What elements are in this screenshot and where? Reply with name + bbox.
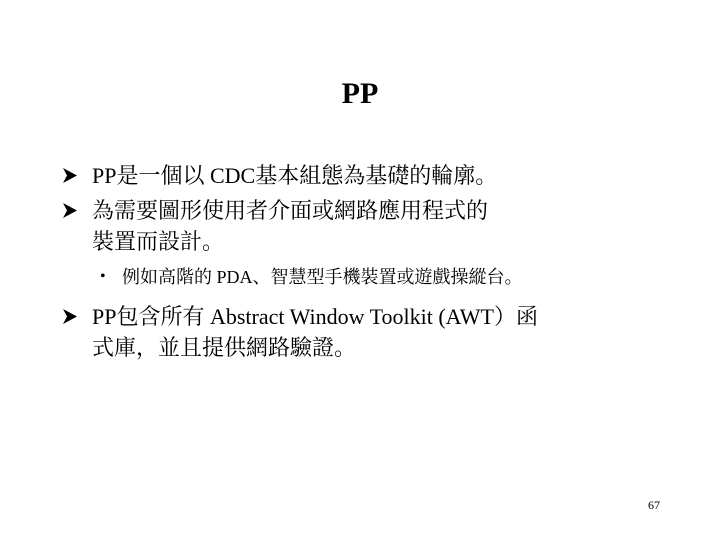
bullet-item — [60, 160, 680, 191]
slide-title: PP — [341, 77, 379, 110]
sub-bullet-text: 例如高階的 PDA、智慧型手機裝置或遊戲操縱台。 — [122, 267, 523, 287]
arrow-bullet-icon — [60, 301, 86, 340]
bullet-item — [60, 301, 680, 363]
bullet-text: 為需要圖形使用者介面或網路應用程式的 — [92, 198, 489, 223]
bullet-text: PP是一個以 CDC基本組態為基礎的輪廓。 — [92, 163, 498, 188]
sub-bullet-item — [60, 263, 680, 291]
arrow-bullet-icon — [60, 160, 86, 199]
bullet-text: 式庫，並且提供網路驗證。 — [92, 335, 357, 360]
dot-bullet-icon: • — [100, 268, 106, 285]
page-number: 67 — [648, 498, 660, 512]
bullet-text: 裝置而設計。 — [92, 229, 225, 254]
arrow-bullet-icon — [60, 195, 86, 234]
bullet-list — [60, 160, 680, 367]
bullet-text: PP包含所有 Abstract Window Toolkit (AWT）函 — [92, 304, 538, 329]
bullet-item — [60, 195, 680, 257]
